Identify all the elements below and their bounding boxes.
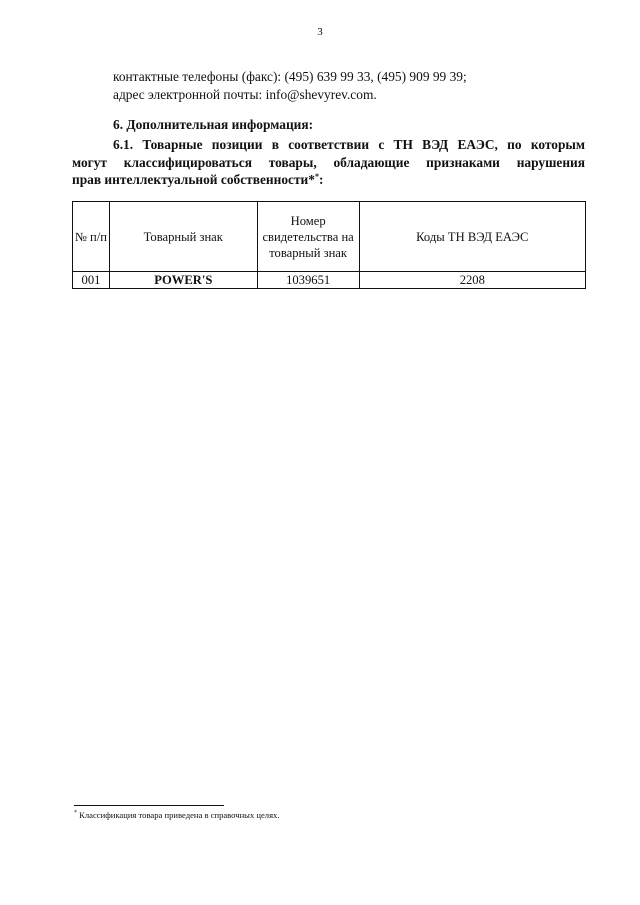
header-num: № п/п	[73, 202, 110, 272]
subsection-paragraph	[72, 136, 585, 189]
section-heading: 6. Дополнительная информация:	[113, 117, 314, 132]
table-row	[73, 272, 586, 289]
footnote-reference-marker: *	[314, 172, 319, 181]
header-codes: Коды ТН ВЭД ЕАЭС	[359, 202, 585, 272]
subsection-line-1: 6.1. Товарные позиции в соответствии с ТН ВЭД ЕАЭС, по которым	[113, 137, 585, 152]
footnote	[74, 810, 280, 820]
subsection-line-3-suffix: :	[318, 172, 324, 187]
cell-trademark: POWER'S	[109, 272, 257, 289]
header-certificate: Номер свидетельства на товарный знак	[257, 202, 359, 272]
trademark-table	[72, 201, 586, 289]
subsection-line-3-text: прав интеллектуальной собственности*	[72, 172, 315, 187]
cell-certificate: 1039651	[257, 272, 359, 289]
subsection-line-3	[72, 171, 585, 189]
header-trademark: Товарный знак	[109, 202, 257, 272]
contact-phones: контактные телефоны (факс): (495) 639 99 33, (495) 909 99 39;	[113, 69, 467, 84]
page-number: 3	[317, 26, 323, 38]
footnote-divider	[74, 805, 224, 806]
footnote-marker: *	[74, 810, 77, 816]
footnote-text: Классификация товара приведена в справочных целях.	[77, 810, 280, 820]
cell-num: 001	[73, 272, 110, 289]
contact-email: адрес электронной почты: info@shevyrev.com.	[113, 87, 377, 102]
subsection-line-2: могут классифицироваться товары, обладающие признаками нарушения	[72, 154, 585, 170]
table-header-row	[73, 202, 586, 272]
cell-codes: 2208	[359, 272, 585, 289]
